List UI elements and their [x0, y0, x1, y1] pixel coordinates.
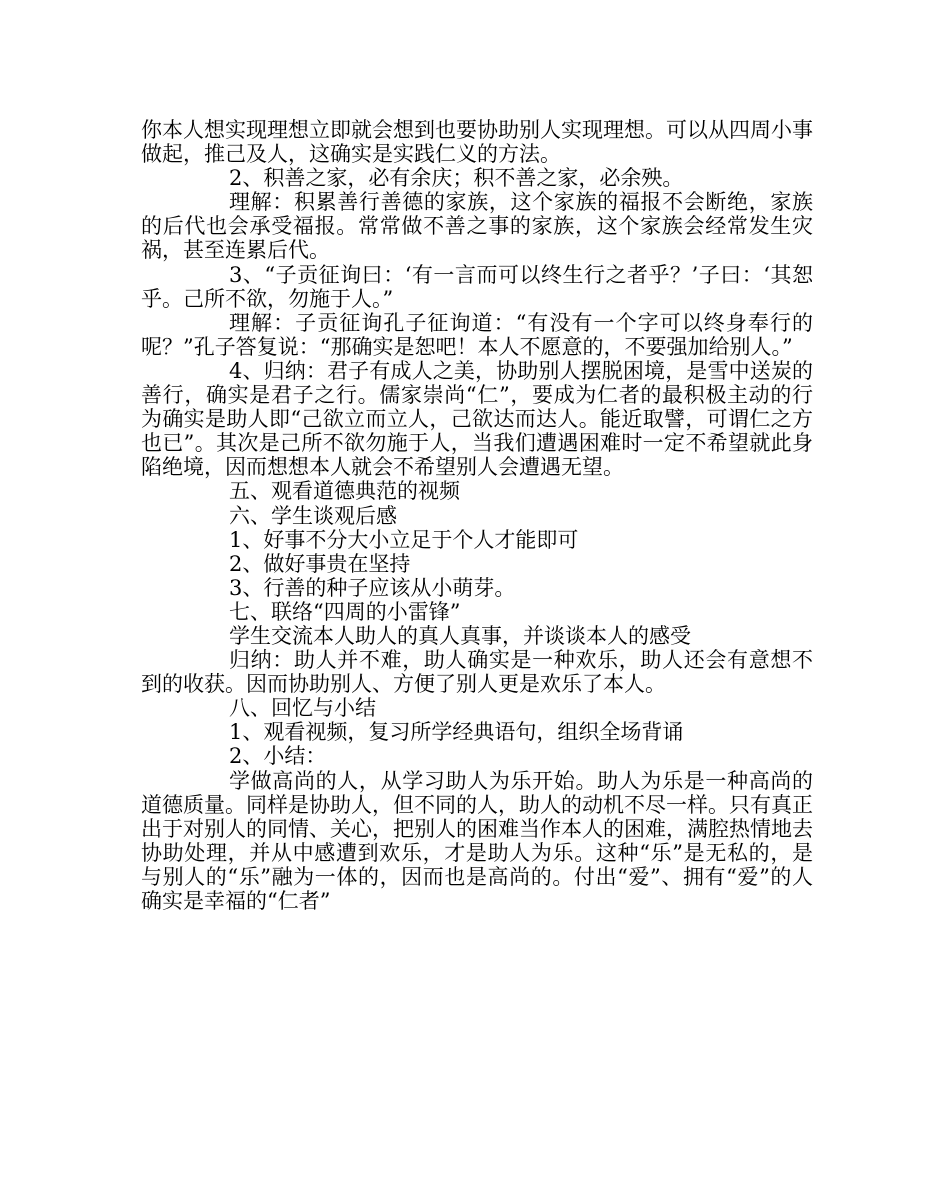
- paragraph: 4、归纳：君子有成人之美，协助别人摆脱困境，是雪中送炭的善行，确实是君子之行。儒家崇尚“仁”，要成为仁者的最积极主动的行为确实是助人即“己欲立而立人，己欲达而达人。能近取譬，可谓仁之方也已”。其次是己所不欲勿施于人，当我们遭遇困难时一定不希望就此身陷绝境，因而想想本人就会不希望别人会遭遇无望。: [141, 358, 813, 480]
- paragraph: 学做高尚的人，从学习助人为乐开始。助人为乐是一种高尚的道德质量。同样是协助人，但不同的人，助人的动机不尽一样。只有真正出于对别人的同情、关心，把别人的困难当作本人的困难，满腔热情地去协助处理，并从中感遭到欢乐，才是助人为乐。这种“乐”是无私的，是与别人的“乐”融为一体的，因而也是高尚的。付出“爱”、拥有“爱”的人确实是幸福的“仁者”: [141, 768, 813, 913]
- paragraph: 归纳：助人并不难，助人确实是一种欢乐，助人还会有意想不到的收获。因而协助别人、方便了别人更是欢乐了本人。: [141, 648, 813, 697]
- list-item: 3、行善的种子应该从小萌芽。: [229, 575, 516, 600]
- list-item: 1、好事不分大小立足于个人才能即可: [229, 527, 579, 552]
- section-heading: 六、学生谈观后感: [229, 503, 397, 528]
- paragraph: 理解：子贡征询孔子征询道：“有没有一个字可以终身奉行的呢？”孔子答复说：“那确实是恕吧！本人不愿意的，不要强加给别人。”: [141, 310, 813, 359]
- section-heading: 五、观看道德典范的视频: [229, 479, 460, 504]
- list-item: 2、做好事贵在坚持: [229, 551, 411, 576]
- paragraph: 学生交流本人助人的真人真事，并谈谈本人的感受: [229, 623, 691, 648]
- list-item: 1、观看视频，复习所学经典语句，组织全场背诵: [229, 720, 684, 745]
- paragraph: 2、积善之家，必有余庆；积不善之家，必余殃。: [229, 166, 684, 191]
- paragraph: 理解：积累善行善德的家族，这个家族的福报不会断绝，家族的后代也会承受福报。常常做不善之事的家族，这个家族会经常发生灾祸，甚至连累后代。: [141, 190, 813, 263]
- paragraph: 3、“子贡征询曰：‘有一言而可以终生行之者乎？’子曰：‘其恕乎。己所不欲，勿施于人。”: [141, 262, 813, 311]
- list-item: 2、小结：: [229, 744, 327, 769]
- document-body: [141, 118, 813, 913]
- paragraph: 你本人想实现理想立即就会想到也要协助别人实现理想。可以从四周小事做起，推己及人，这确实是实践仁义的方法。: [141, 118, 813, 167]
- section-heading: 八、回忆与小结: [229, 696, 376, 721]
- section-heading: 七、联络“四周的小雷锋”: [229, 599, 461, 624]
